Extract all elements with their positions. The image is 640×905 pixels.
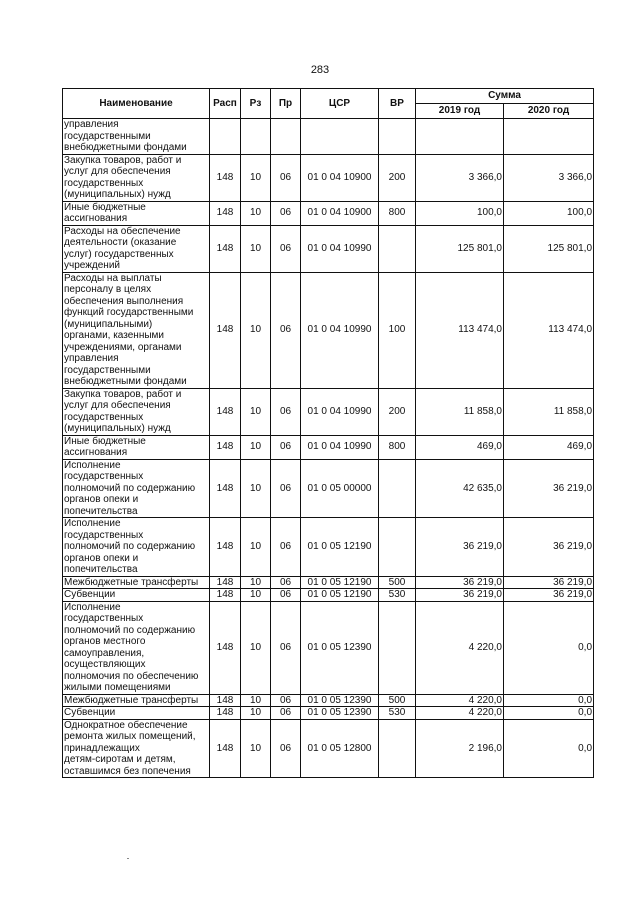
- cell-2020: 36 219,0: [504, 518, 594, 577]
- cell-csr: 01 0 05 12800: [301, 719, 379, 778]
- cell-vr: 100: [379, 272, 416, 388]
- cell-vr: [379, 719, 416, 778]
- table-row: [63, 719, 594, 778]
- cell-rz: 10: [241, 589, 271, 602]
- cell-csr: 01 0 05 12190: [301, 576, 379, 589]
- cell-csr: 01 0 04 10900: [301, 154, 379, 201]
- cell-rz: 10: [241, 518, 271, 577]
- cell-vr: 500: [379, 576, 416, 589]
- cell-2020: 36 219,0: [504, 459, 594, 518]
- header-name: Наименование: [63, 89, 210, 119]
- cell-csr: 01 0 05 12390: [301, 694, 379, 707]
- cell-pr: 06: [271, 201, 301, 225]
- cell-pr: 06: [271, 694, 301, 707]
- cell-pr: 06: [271, 719, 301, 778]
- cell-pr: 06: [271, 272, 301, 388]
- cell-2020: 125 801,0: [504, 225, 594, 272]
- cell-name: управления государственными внебюджетными фондами: [63, 119, 210, 155]
- cell-vr: [379, 119, 416, 155]
- cell-rz: [241, 119, 271, 155]
- cell-csr: 01 0 05 12390: [301, 707, 379, 720]
- cell-rasp: 148: [210, 589, 241, 602]
- cell-2020: 100,0: [504, 201, 594, 225]
- cell-vr: 530: [379, 707, 416, 720]
- cell-rasp: 148: [210, 201, 241, 225]
- header-2019: 2019 год: [416, 104, 504, 119]
- header-sum: Сумма: [416, 89, 594, 104]
- cell-name: Субвенции: [63, 707, 210, 720]
- cell-name: Межбюджетные трансферты: [63, 576, 210, 589]
- table-row: [63, 435, 594, 459]
- cell-csr: 01 0 04 10900: [301, 201, 379, 225]
- table-body: [63, 119, 594, 778]
- table-row: [63, 272, 594, 388]
- cell-name: Иные бюджетные ассигнования: [63, 435, 210, 459]
- cell-name: Исполнение государственных полномочий по содержанию органов местного самоуправления, осуществляющих полномочия по обеспечению жилыми помещениями: [63, 601, 210, 694]
- cell-csr: 01 0 05 12390: [301, 601, 379, 694]
- table-row: [63, 388, 594, 435]
- cell-2020: 113 474,0: [504, 272, 594, 388]
- cell-name: Иные бюджетные ассигнования: [63, 201, 210, 225]
- cell-pr: 06: [271, 576, 301, 589]
- cell-pr: 06: [271, 435, 301, 459]
- table-row: [63, 694, 594, 707]
- cell-2019: 11 858,0: [416, 388, 504, 435]
- page-number: 283: [310, 64, 330, 76]
- cell-rasp: 148: [210, 601, 241, 694]
- cell-vr: 530: [379, 589, 416, 602]
- cell-name: Закупка товаров, работ и услуг для обеспечения государственных (муниципальных) нужд: [63, 154, 210, 201]
- cell-rasp: 148: [210, 518, 241, 577]
- cell-name: Закупка товаров, работ и услуг для обеспечения государственных (муниципальных) нужд: [63, 388, 210, 435]
- cell-rasp: 148: [210, 694, 241, 707]
- cell-rasp: 148: [210, 459, 241, 518]
- cell-2020: [504, 119, 594, 155]
- cell-rasp: [210, 119, 241, 155]
- cell-vr: [379, 518, 416, 577]
- cell-vr: [379, 225, 416, 272]
- cell-vr: [379, 601, 416, 694]
- cell-vr: 200: [379, 154, 416, 201]
- cell-vr: 200: [379, 388, 416, 435]
- budget-table: [62, 88, 594, 778]
- cell-2020: 0,0: [504, 707, 594, 720]
- cell-csr: 01 0 04 10990: [301, 388, 379, 435]
- cell-rz: 10: [241, 601, 271, 694]
- cell-rz: 10: [241, 154, 271, 201]
- cell-rz: 10: [241, 719, 271, 778]
- cell-rasp: 148: [210, 435, 241, 459]
- cell-csr: 01 0 05 12190: [301, 518, 379, 577]
- cell-2019: 2 196,0: [416, 719, 504, 778]
- header-rasp: Расп: [210, 89, 241, 119]
- cell-2019: [416, 119, 504, 155]
- cell-rz: 10: [241, 388, 271, 435]
- cell-csr: [301, 119, 379, 155]
- cell-pr: [271, 119, 301, 155]
- table-row: [63, 225, 594, 272]
- cell-rz: 10: [241, 272, 271, 388]
- cell-rasp: 148: [210, 576, 241, 589]
- cell-2020: 36 219,0: [504, 576, 594, 589]
- cell-csr: 01 0 04 10990: [301, 225, 379, 272]
- cell-2020: 36 219,0: [504, 589, 594, 602]
- cell-pr: 06: [271, 707, 301, 720]
- table-row: [63, 518, 594, 577]
- cell-2019: 36 219,0: [416, 576, 504, 589]
- header-rz: Рз: [241, 89, 271, 119]
- table-row: [63, 154, 594, 201]
- table-row: [63, 201, 594, 225]
- cell-rasp: 148: [210, 225, 241, 272]
- cell-2020: 0,0: [504, 694, 594, 707]
- cell-2019: 4 220,0: [416, 601, 504, 694]
- cell-rasp: 148: [210, 154, 241, 201]
- cell-pr: 06: [271, 459, 301, 518]
- cell-rz: 10: [241, 707, 271, 720]
- cell-rz: 10: [241, 435, 271, 459]
- cell-vr: [379, 459, 416, 518]
- cell-pr: 06: [271, 589, 301, 602]
- cell-vr: 800: [379, 201, 416, 225]
- cell-2019: 36 219,0: [416, 518, 504, 577]
- cell-pr: 06: [271, 154, 301, 201]
- header-csr: ЦСР: [301, 89, 379, 119]
- cell-vr: 500: [379, 694, 416, 707]
- cell-pr: 06: [271, 518, 301, 577]
- cell-rz: 10: [241, 225, 271, 272]
- cell-csr: 01 0 05 00000: [301, 459, 379, 518]
- table-row: [63, 459, 594, 518]
- cell-rz: 10: [241, 694, 271, 707]
- cell-rz: 10: [241, 576, 271, 589]
- cell-rasp: 148: [210, 388, 241, 435]
- cell-2019: 469,0: [416, 435, 504, 459]
- cell-name: Субвенции: [63, 589, 210, 602]
- cell-name: Расходы на обеспечение деятельности (оказание услуг) государственных учреждений: [63, 225, 210, 272]
- cell-2019: 4 220,0: [416, 707, 504, 720]
- cell-rz: 10: [241, 201, 271, 225]
- header-pr: Пр: [271, 89, 301, 119]
- cell-name: Исполнение государственных полномочий по содержанию органов опеки и попечительства: [63, 459, 210, 518]
- header-2020: 2020 год: [504, 104, 594, 119]
- table-row: [63, 576, 594, 589]
- cell-csr: 01 0 05 12190: [301, 589, 379, 602]
- cell-vr: 800: [379, 435, 416, 459]
- cell-name: Расходы на выплаты персоналу в целях обеспечения выполнения функций государственными (муниципальными) органами, казенными учреждениями, органами управления государственными внебюджетными фондами: [63, 272, 210, 388]
- cell-2020: 11 858,0: [504, 388, 594, 435]
- table-row: [63, 119, 594, 155]
- cell-2020: 3 366,0: [504, 154, 594, 201]
- scan-speck: [127, 858, 129, 859]
- header-row: [63, 89, 594, 104]
- cell-pr: 06: [271, 225, 301, 272]
- cell-rz: 10: [241, 459, 271, 518]
- cell-rasp: 148: [210, 272, 241, 388]
- header-vr: ВР: [379, 89, 416, 119]
- cell-2020: 0,0: [504, 601, 594, 694]
- cell-2020: 469,0: [504, 435, 594, 459]
- cell-2019: 100,0: [416, 201, 504, 225]
- cell-rasp: 148: [210, 719, 241, 778]
- cell-2019: 36 219,0: [416, 589, 504, 602]
- table-row: [63, 707, 594, 720]
- cell-name: Исполнение государственных полномочий по содержанию органов опеки и попечительства: [63, 518, 210, 577]
- cell-name: Однократное обеспечение ремонта жилых помещений, принадлежащих детям-сиротам и детям, оставшимся без попечения: [63, 719, 210, 778]
- cell-csr: 01 0 04 10990: [301, 435, 379, 459]
- cell-csr: 01 0 04 10990: [301, 272, 379, 388]
- cell-2019: 113 474,0: [416, 272, 504, 388]
- cell-2019: 3 366,0: [416, 154, 504, 201]
- cell-pr: 06: [271, 601, 301, 694]
- cell-2019: 4 220,0: [416, 694, 504, 707]
- cell-2019: 125 801,0: [416, 225, 504, 272]
- table-row: [63, 601, 594, 694]
- cell-pr: 06: [271, 388, 301, 435]
- table-row: [63, 589, 594, 602]
- cell-name: Межбюджетные трансферты: [63, 694, 210, 707]
- cell-2020: 0,0: [504, 719, 594, 778]
- cell-rasp: 148: [210, 707, 241, 720]
- cell-2019: 42 635,0: [416, 459, 504, 518]
